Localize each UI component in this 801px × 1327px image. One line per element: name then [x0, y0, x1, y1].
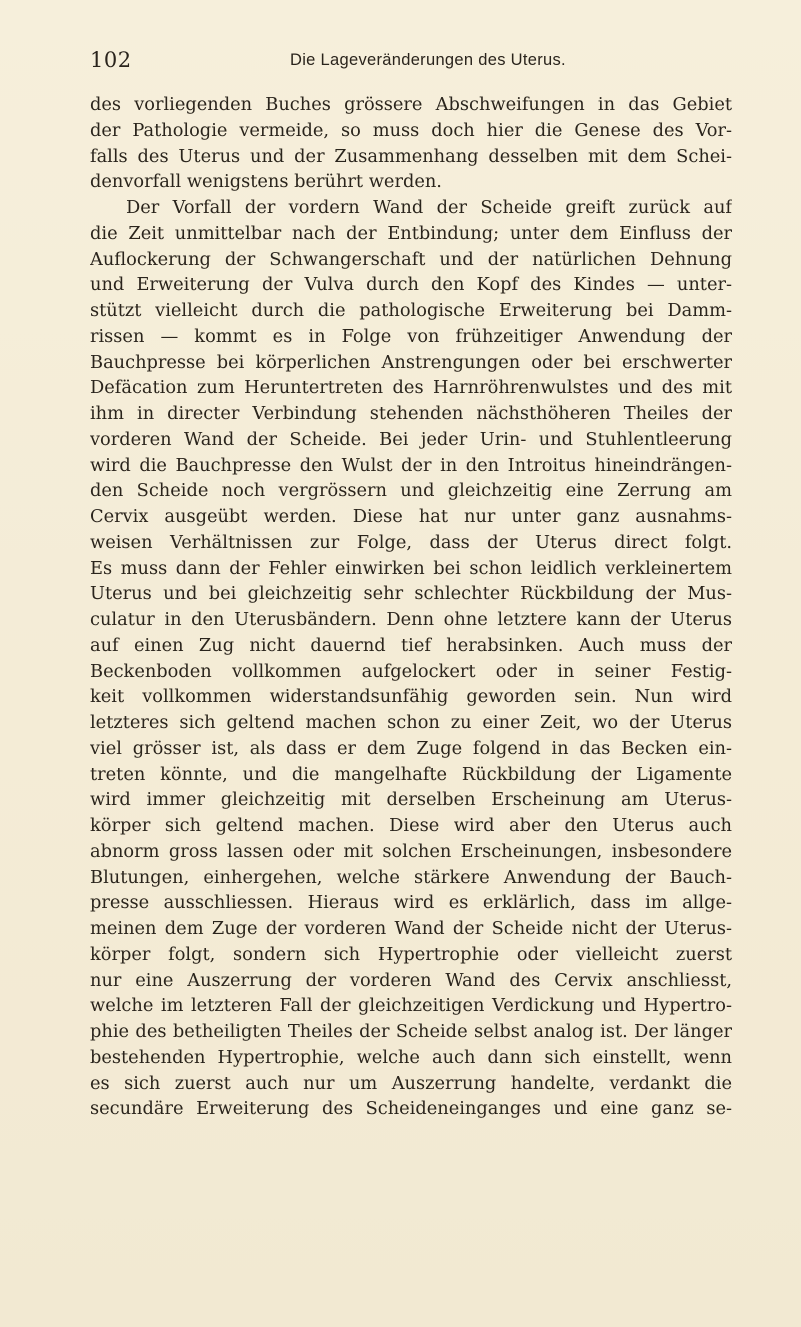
text-line: treten könnte, und die mangelhafte Rückbildung der Ligamente [90, 763, 732, 785]
text-line: abnorm gross lassen oder mit solchen Erscheinungen, insbesondere [90, 840, 732, 862]
running-title: Die Lageveränderungen des Uterus. [290, 51, 566, 69]
text-line: Cervix ausgeübt werden. Diese hat nur unter ganz ausnahms- [90, 506, 732, 527]
text-line: auf einen Zug nicht dauernd tief herabsinken. Auch muss der [90, 634, 732, 656]
text-line: der Pathologie vermeide, so muss doch hier die Genese des Vor- [90, 119, 732, 141]
text-line: vorderen Wand der Scheide. Bei jeder Urin- und Stuhlentleerung [90, 428, 732, 450]
text-line: welche im letzteren Fall der gleichzeitigen Verdickung und Hypertro- [90, 995, 732, 1017]
text-line: es sich zuerst auch nur um Auszerrung handelte, verdankt die [90, 1072, 732, 1094]
text-line: den Scheide noch vergrössern und gleichzeitig eine Zerrung am [90, 480, 732, 502]
text-line: Uterus und bei gleichzeitig sehr schlechter Rückbildung der Mus- [90, 583, 732, 605]
text-line: culatur in den Uterusbändern. Denn ohne letztere kann der Uterus [90, 609, 732, 630]
text-line: phie des betheiligten Theiles der Scheide selbst analog ist. Der länger [90, 1021, 732, 1042]
text-line: körper sich geltend machen. Diese wird aber den Uterus auch [90, 815, 732, 836]
text-line: denvorfall wenigstens berührt werden. [90, 171, 442, 193]
text-line: Bauchpresse bei körperlichen Anstrengungen oder bei erschwerter [90, 351, 732, 373]
text-line: meinen dem Zuge der vorderen Wand der Scheide nicht der Uterus- [90, 918, 732, 939]
body-text [90, 92, 732, 1122]
page-header [90, 44, 730, 76]
text-line: die Zeit unmittelbar nach der Entbindung; unter dem Einfluss der [90, 222, 732, 244]
text-line: Defäcation zum Heruntertreten des Harnröhrenwulstes und des mit [90, 377, 732, 399]
text-line: falls des Uterus und der Zusammenhang desselben mit dem Schei- [90, 145, 732, 167]
text-line: rissen — kommt es in Folge von frühzeitiger Anwendung der [90, 325, 732, 347]
text-line: keit vollkommen widerstandsunfähig geworden sein. Nun wird [90, 686, 732, 708]
text-line: bestehenden Hypertrophie, welche auch dann sich einstellt, wenn [90, 1046, 732, 1068]
text-line: stützt vielleicht durch die pathologische Erweiterung bei Damm- [90, 300, 732, 321]
text-line: des vorliegenden Buches grössere Abschweifungen in das Gebiet [90, 94, 732, 115]
text-line: und Erweiterung der Vulva durch den Kopf des Kindes — unter- [90, 274, 732, 296]
page-number: 102 [90, 48, 132, 72]
text-line: weisen Verhältnissen zur Folge, dass der Uterus direct folgt. [90, 531, 732, 553]
text-line: Blutungen, einhergehen, welche stärkere Anwendung der Bauch- [90, 866, 732, 888]
text-line: letzteres sich geltend machen schon zu einer Zeit, wo der Uterus [90, 712, 732, 733]
text-line: wird immer gleichzeitig mit derselben Erscheinung am Uterus- [90, 789, 732, 811]
text-line: Der Vorfall der vordern Wand der Scheide greift zurück auf [126, 197, 732, 218]
text-line: Auflockerung der Schwangerschaft und der natürlichen Dehnung [90, 248, 732, 270]
text-line: Es muss dann der Fehler einwirken bei schon leidlich verkleinertem [90, 557, 732, 579]
text-line: ihm in directer Verbindung stehenden nächsthöheren Theiles der [90, 403, 732, 424]
text-line: nur eine Auszerrung der vorderen Wand des Cervix anschliesst, [90, 969, 732, 991]
text-line: presse ausschliessen. Hieraus wird es erklärlich, dass im allge- [90, 892, 732, 914]
text-line: wird die Bauchpresse den Wulst der in den Introitus hineindrängen- [90, 454, 732, 476]
text-line: Beckenboden vollkommen aufgelockert oder in seiner Festig- [90, 660, 732, 682]
text-line: körper folgt, sondern sich Hypertrophie oder vielleicht zuerst [90, 943, 732, 965]
text-line: viel grösser ist, als dass er dem Zuge folgend in das Becken ein- [90, 737, 732, 759]
text-line: secundäre Erweiterung des Scheideneinganges und eine ganz se- [90, 1098, 732, 1120]
